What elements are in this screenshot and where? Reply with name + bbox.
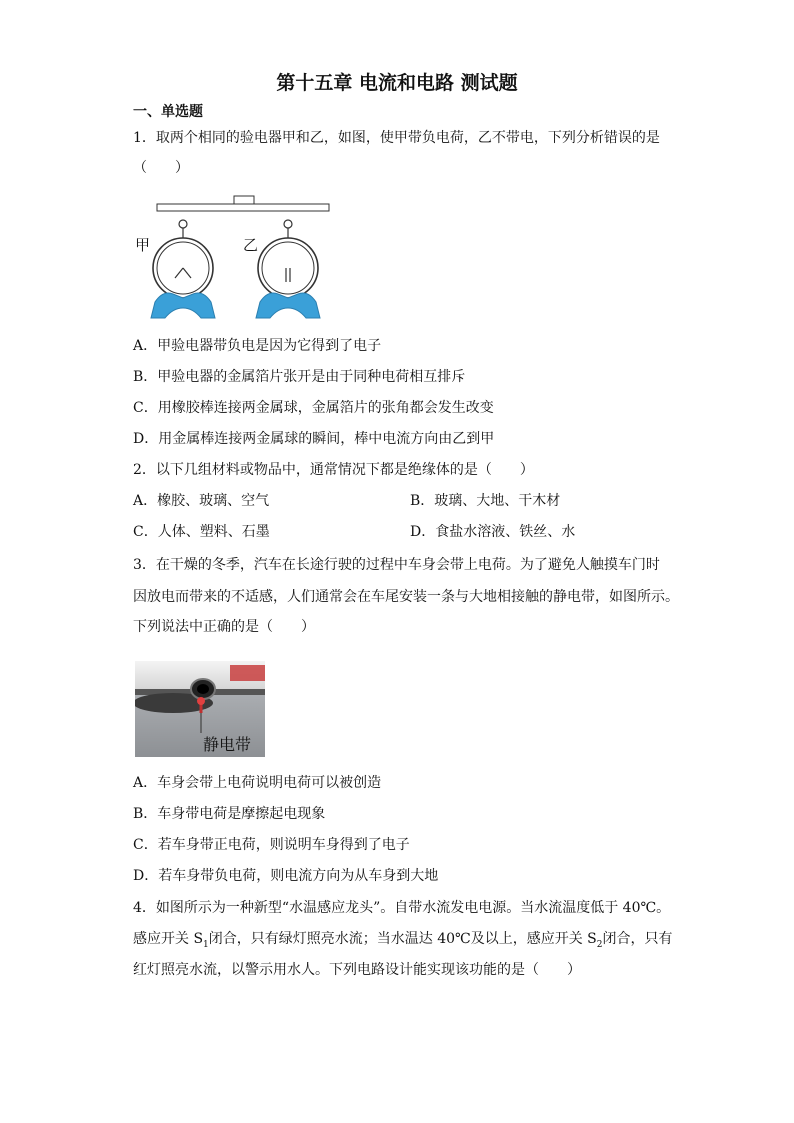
q4-line2-part-b: 闭合，只有绿灯照亮水流；当水温达 40℃及以上，感应开关 S: [208, 931, 597, 947]
q4-line2-part-c: 闭合，只有: [602, 931, 673, 947]
electroscope-left: [151, 220, 215, 318]
q2-option-c: C．人体、塑料、石墨: [133, 524, 270, 540]
q1-stem-line2: （ ）: [133, 160, 189, 176]
q1-option-d: D．用金属棒连接两金属球的瞬间，棒中电流方向由乙到甲: [133, 431, 495, 447]
electroscope-right: [256, 220, 320, 318]
q3-option-b: B．车身带电荷是摩擦起电现象: [133, 806, 326, 822]
q3-option-c: C．若车身带正电荷，则说明车身得到了电子: [133, 837, 410, 853]
q3-stem-line2: 因放电而带来的不适感，人们通常会在车尾安装一条与大地相接触的静电带，如图所示。: [133, 589, 679, 605]
label-yi: 乙: [243, 236, 259, 254]
q2-option-b: B．玻璃、大地、干木材: [410, 493, 561, 509]
q4-line2-part-a: 感应开关 S: [133, 931, 204, 947]
car-static-strap-photo: [135, 661, 265, 757]
static-strap-label: 静电带: [203, 735, 252, 754]
connecting-rod: [157, 204, 329, 211]
rod-handle: [234, 196, 254, 204]
electroscope-figure: [133, 190, 333, 322]
q3-stem-line3: 下列说法中正确的是（ ）: [133, 619, 315, 635]
section-heading: 一、单选题: [133, 104, 203, 120]
q3-stem-line1: 3．在干燥的冬季，汽车在长途行驶的过程中车身会带上电荷。为了避免人触摸车门时: [133, 557, 660, 573]
q1-option-a: A．甲验电器带负电是因为它得到了电子: [133, 338, 382, 354]
q2-option-a: A．橡胶、玻璃、空气: [133, 493, 270, 509]
q2-option-d: D．食盐水溶液、铁丝、水: [410, 524, 576, 540]
q3-option-a: A．车身会带上电荷说明电荷可以被创造: [133, 775, 382, 791]
q4-line2: [133, 929, 672, 955]
q4-sub-2: 2: [596, 939, 603, 950]
q2-stem: 2．以下几组材料或物品中，通常情况下都是绝缘体的是（ ）: [133, 462, 534, 478]
q4-sub-1: 1: [203, 939, 209, 950]
q1-stem-line1: 1．取两个相同的验电器甲和乙，如图，使甲带负电荷，乙不带电，下列分析错误的是: [133, 130, 660, 146]
label-jia: 甲: [135, 236, 151, 254]
q1-option-b: B．甲验电器的金属箔片张开是由于同种电荷相互排斥: [133, 369, 466, 385]
q4-line3: 红灯照亮水流，以警示用水人。下列电路设计能实现该功能的是（ ）: [133, 962, 581, 978]
page-title: 第十五章 电流和电路 测试题: [276, 72, 518, 94]
q1-option-c: C．用橡胶棒连接两金属球，金属箔片的张角都会发生改变: [133, 400, 494, 416]
q4-line1: 4．如图所示为一种新型“水温感应龙头”。自带水流发电电源。当水流温度低于 40℃。: [133, 900, 671, 916]
q3-option-d: D．若车身带负电荷，则电流方向为从车身到大地: [133, 868, 439, 884]
